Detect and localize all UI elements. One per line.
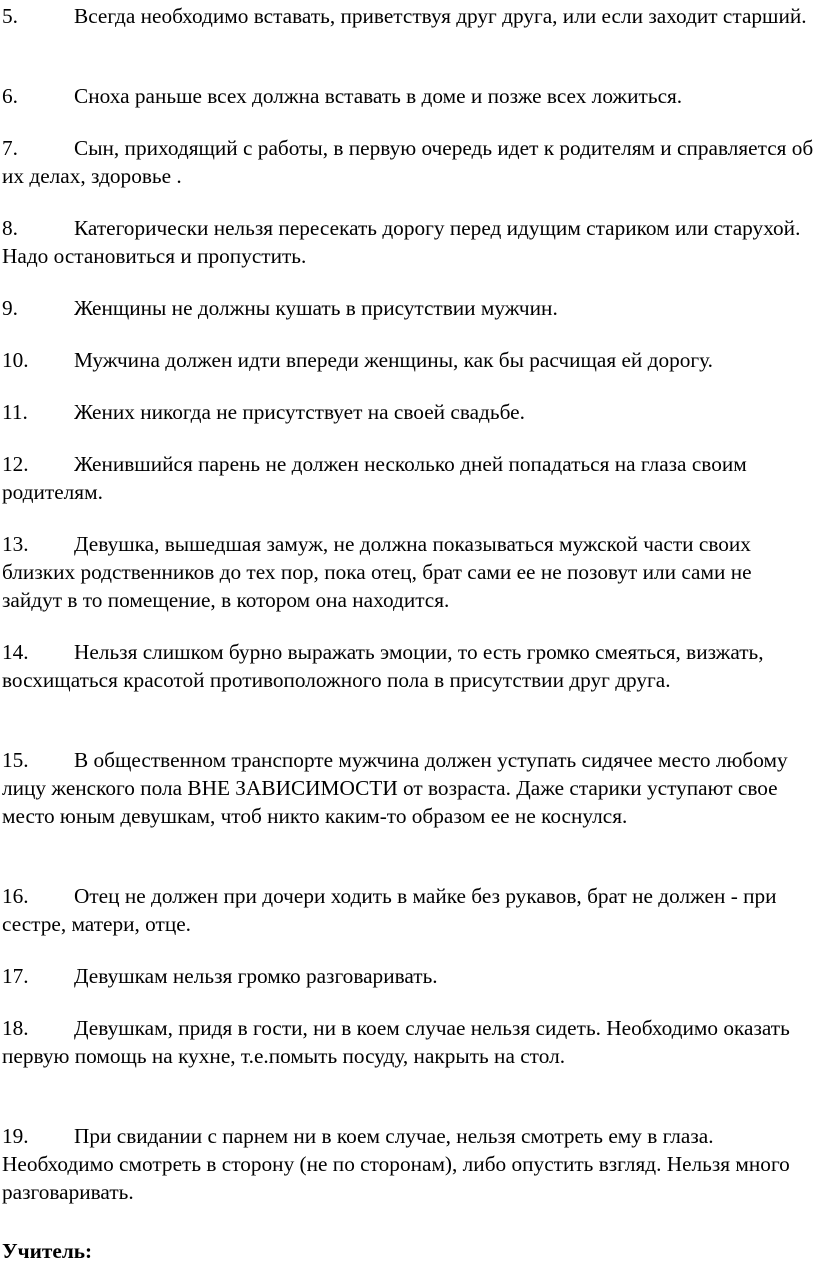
item-number: 9. xyxy=(2,296,18,320)
list-item xyxy=(2,2,814,30)
list-item xyxy=(2,398,814,426)
item-number: 10. xyxy=(2,348,29,372)
item-text: Девушкам, придя в гости, ни в коем случае нельзя сидеть. Необходимо оказать первую помощь на кухне, т.е.помыть посуду, накрыть на стол. xyxy=(2,1016,790,1068)
list-item xyxy=(2,450,814,506)
item-text: Мужчина должен идти впереди женщины, как бы расчищая ей дорогу. xyxy=(74,348,714,372)
item-number: 18. xyxy=(2,1016,29,1040)
item-number: 14. xyxy=(2,640,29,664)
item-text: Женившийся парень не должен несколько дней попадаться на глаза своим родителям. xyxy=(2,452,747,504)
item-number: 7. xyxy=(2,136,18,160)
list-item xyxy=(2,638,814,694)
list-item xyxy=(2,294,814,322)
item-number: 16. xyxy=(2,884,29,908)
item-number: 15. xyxy=(2,748,29,772)
item-text: Женщины не должны кушать в присутствии мужчин. xyxy=(74,296,558,320)
list-item xyxy=(2,962,814,990)
item-text: Сын, приходящий с работы, в первую очередь идет к родителям и справляется об их делах, здоровье . xyxy=(2,136,814,188)
item-text: Жених никогда не присутствует на своей свадьбе. xyxy=(74,400,525,424)
list-item xyxy=(2,1122,814,1206)
list-item xyxy=(2,82,814,110)
item-text: В общественном транспорте мужчина должен уступать сидячее место любому лицу женского пола ВНЕ ЗАВИСИМОСТИ от возраста. Даже старики уступают свое место юным девушкам, чтоб никто каким-то образом ее не коснулся. xyxy=(2,748,788,828)
list-item xyxy=(2,882,814,938)
item-number: 17. xyxy=(2,964,29,988)
item-number: 13. xyxy=(2,532,29,556)
item-text: Всегда необходимо вставать, приветствуя друг друга, или если заходит старший. xyxy=(74,4,807,28)
section-heading: Учитель: xyxy=(2,1239,93,1263)
item-number: 12. xyxy=(2,452,29,476)
item-text: Нельзя слишком бурно выражать эмоции, то есть громко смеяться, визжать, восхищаться красотой противоположного пола в присутствии друг друга. xyxy=(2,640,764,692)
list-item xyxy=(2,530,814,614)
item-number: 6. xyxy=(2,84,18,108)
item-text: Категорически нельзя пересекать дорогу перед идущим стариком или старухой. Надо остановиться и пропустить. xyxy=(2,216,801,268)
item-text: Сноха раньше всех должна вставать в доме и позже всех ложиться. xyxy=(74,84,683,108)
item-number: 8. xyxy=(2,216,18,240)
item-text: Девушкам нельзя громко разговаривать. xyxy=(74,964,438,988)
item-text: Отец не должен при дочери ходить в майке без рукавов, брат не должен - при сестре, матери, отце. xyxy=(2,884,777,936)
item-number: 19. xyxy=(2,1124,29,1148)
list-item xyxy=(2,134,814,190)
list-item xyxy=(2,746,814,830)
list-item xyxy=(2,346,814,374)
item-text: Девушка, вышедшая замуж, не должна показываться мужской части своих близких родственников до тех пор, пока отец, брат сами ее не позовут или сами не зайдут в то помещение, в котором она находится. xyxy=(2,532,752,612)
item-number: 11. xyxy=(2,400,28,424)
item-text: При свидании с парнем ни в коем случае, нельзя смотреть ему в глаза. Необходимо смотреть в сторону (не по сторонам), либо опустить взгляд. Нельзя много разговаривать. xyxy=(2,1124,790,1204)
list-item xyxy=(2,214,814,270)
list-item xyxy=(2,1014,814,1070)
item-number: 5. xyxy=(2,4,18,28)
